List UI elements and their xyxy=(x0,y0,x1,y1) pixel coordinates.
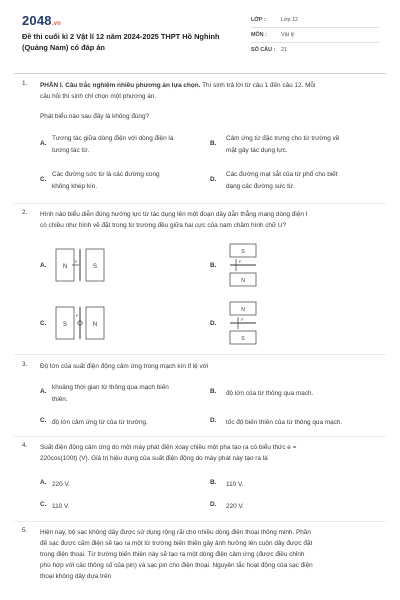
question-stem-cont: 220cos(100t) (V). Giá trị hiệu dụng của suất điện động do máy phát này tạo ra là xyxy=(40,455,268,462)
option-text[interactable] xyxy=(52,169,160,192)
question-stem-line: Hiện nay, bộ sạc không dây được sử dụng rộng rãi cho nhiều dòng điện thoại thông minh. Phần xyxy=(40,529,311,536)
question-separator xyxy=(14,521,386,522)
header-divider xyxy=(14,73,386,74)
meta-class xyxy=(251,17,298,23)
force-label: F xyxy=(241,317,244,322)
section-instructions-cont: câu hỏi thí sinh chỉ chọn một phương án. xyxy=(40,93,157,100)
question-stem: Độ lớn của suất điện động cảm ứng trong mạch kín tỉ lệ với xyxy=(40,363,209,370)
option-letter[interactable]: A. xyxy=(40,262,47,269)
option-text[interactable] xyxy=(52,382,169,405)
site-logo[interactable] xyxy=(22,13,61,28)
meta-count xyxy=(251,47,287,53)
option-letter[interactable]: C. xyxy=(40,320,47,327)
option-line: thiên. xyxy=(52,395,68,403)
meta-subject-value: Vật lý xyxy=(281,32,295,38)
question-number: 5. xyxy=(22,527,28,534)
question-stem: Hình nào biểu diễn đúng hướng lực từ tác dụng lên một đoạn dây dẫn thẳng mang dòng điện I xyxy=(40,211,308,218)
section-heading xyxy=(40,80,385,92)
option-line: Cảm ứng từ đặc trưng cho từ trường về xyxy=(226,135,340,142)
option-line: Các đường mạt sắt của từ phổ cho biết xyxy=(226,171,338,178)
question-number: 2. xyxy=(22,209,28,216)
page-header xyxy=(0,0,400,70)
meta-subject-key: MÔN : xyxy=(251,32,267,38)
option-letter[interactable]: C. xyxy=(40,501,47,508)
option-line: khoảng thời gian từ thông qua mạch biến xyxy=(52,384,169,391)
option-letter[interactable]: B. xyxy=(210,388,217,395)
option-line: Tương tác giữa dòng điện với dòng điện là xyxy=(52,135,174,142)
force-label: F xyxy=(75,259,78,264)
pole-label: N xyxy=(241,278,245,284)
question-separator xyxy=(14,203,386,204)
force-label: F xyxy=(76,313,79,318)
option-letter[interactable]: A. xyxy=(40,388,47,395)
meta-divider xyxy=(251,42,379,43)
option-text[interactable] xyxy=(52,133,173,156)
pole-label: S xyxy=(241,249,245,255)
option-letter[interactable]: C. xyxy=(40,176,47,183)
option-text[interactable]: 110 V. xyxy=(226,481,244,488)
logo-text: 2048 xyxy=(22,13,52,28)
question-number: 4. xyxy=(22,442,28,449)
question-stem: Suất điện động cảm ứng do một máy phát điện xoay chiều một pha tạo ra có biểu thức e = xyxy=(40,444,297,451)
meta-subject xyxy=(251,32,294,38)
pole-label: N xyxy=(241,307,245,313)
question-number: 3. xyxy=(22,361,28,368)
force-label: F xyxy=(239,259,242,264)
question-number: 1. xyxy=(22,80,28,87)
option-line: không khép kín. xyxy=(52,182,98,190)
logo-suffix: .vn xyxy=(51,21,62,27)
meta-count-key: SỐ CÂU : xyxy=(251,47,276,53)
option-line: tương tác từ. xyxy=(52,146,90,154)
option-line: dạng các đường sức từ. xyxy=(226,182,295,190)
meta-class-key: LỚP : xyxy=(251,17,266,23)
pole-label: N xyxy=(62,264,68,270)
option-letter[interactable]: D. xyxy=(210,176,217,183)
option-letter[interactable]: B. xyxy=(210,140,217,147)
meta-divider xyxy=(251,27,379,28)
option-letter[interactable]: A. xyxy=(40,479,47,486)
section-title: PHẦN I. Câu trắc nghiệm nhiều phương án lựa chọn. xyxy=(40,82,201,89)
option-letter[interactable]: D. xyxy=(210,320,217,327)
question-stem: Phát biểu nào sau đây là không đúng? xyxy=(40,113,150,120)
option-text[interactable] xyxy=(226,133,339,156)
magnet-figure-a[interactable] xyxy=(52,245,112,285)
magnet-figure-d[interactable] xyxy=(224,299,264,349)
question-stem-line: trong điện thoại. Từ trường biến thiên này sẽ tạo ra một dòng điện cảm ứng (được điều chỉnh xyxy=(40,551,305,558)
question-stem-cont: có chiều như hình vẽ đặt trong từ trường đều giữa hai cực của nam châm hình chữ U? xyxy=(40,222,287,229)
option-text[interactable]: 220 V. xyxy=(52,481,70,488)
option-letter[interactable]: C. xyxy=(40,417,47,424)
option-text[interactable]: 220 V. xyxy=(226,503,244,510)
option-text[interactable]: tốc độ biến thiên của từ thông qua mạch. xyxy=(226,419,343,426)
question-separator xyxy=(14,354,386,355)
pole-label: S xyxy=(62,322,68,328)
option-letter[interactable]: B. xyxy=(210,479,217,486)
option-text[interactable]: độ lớn cảm ứng từ của từ trường. xyxy=(52,419,148,426)
meta-class-value: Lớp 12 xyxy=(281,17,299,23)
magnet-figure-c[interactable] xyxy=(52,303,112,343)
pole-label: S xyxy=(92,264,98,270)
exam-title: Đề thi cuối kì 2 Vật lí 12 năm 2024-2025 THPT Hồ Nghinh (Quảng Nam) có đáp án xyxy=(22,32,220,52)
option-text[interactable]: 110 V. xyxy=(52,503,70,510)
option-text[interactable] xyxy=(226,169,338,192)
question-stem-line: thoại không dây dựa trên xyxy=(40,573,112,580)
pole-label: N xyxy=(92,322,98,328)
question-separator xyxy=(14,436,386,437)
option-line: Các đường sức từ là các đường cong xyxy=(52,171,160,178)
meta-count-value: 21 xyxy=(281,47,287,53)
pole-label: S xyxy=(241,336,245,342)
question-stem-line: đế sạc được cấm điện sẽ tạo ra một từ trường biến thiên gây ảnh hưởng lên cuộn dây được đặt xyxy=(40,540,313,547)
magnet-figure-b[interactable] xyxy=(224,241,264,291)
section-instructions: Thí sinh trả lời từ câu 1 đến câu 12. Mỗi xyxy=(202,82,316,89)
option-letter[interactable]: B. xyxy=(210,262,217,269)
option-text[interactable]: độ lớn của từ thông qua mạch. xyxy=(226,390,314,397)
option-line: mặt gây tác dụng lực. xyxy=(226,146,288,154)
option-letter[interactable]: D. xyxy=(210,417,217,424)
option-letter[interactable]: A. xyxy=(40,140,47,147)
option-letter[interactable]: D. xyxy=(210,501,217,508)
question-stem-line: phù hợp với các thông số của pin) và sạc pin cho điện thoại. Nguyên tắc hoạt động của sạc điện xyxy=(40,562,313,569)
